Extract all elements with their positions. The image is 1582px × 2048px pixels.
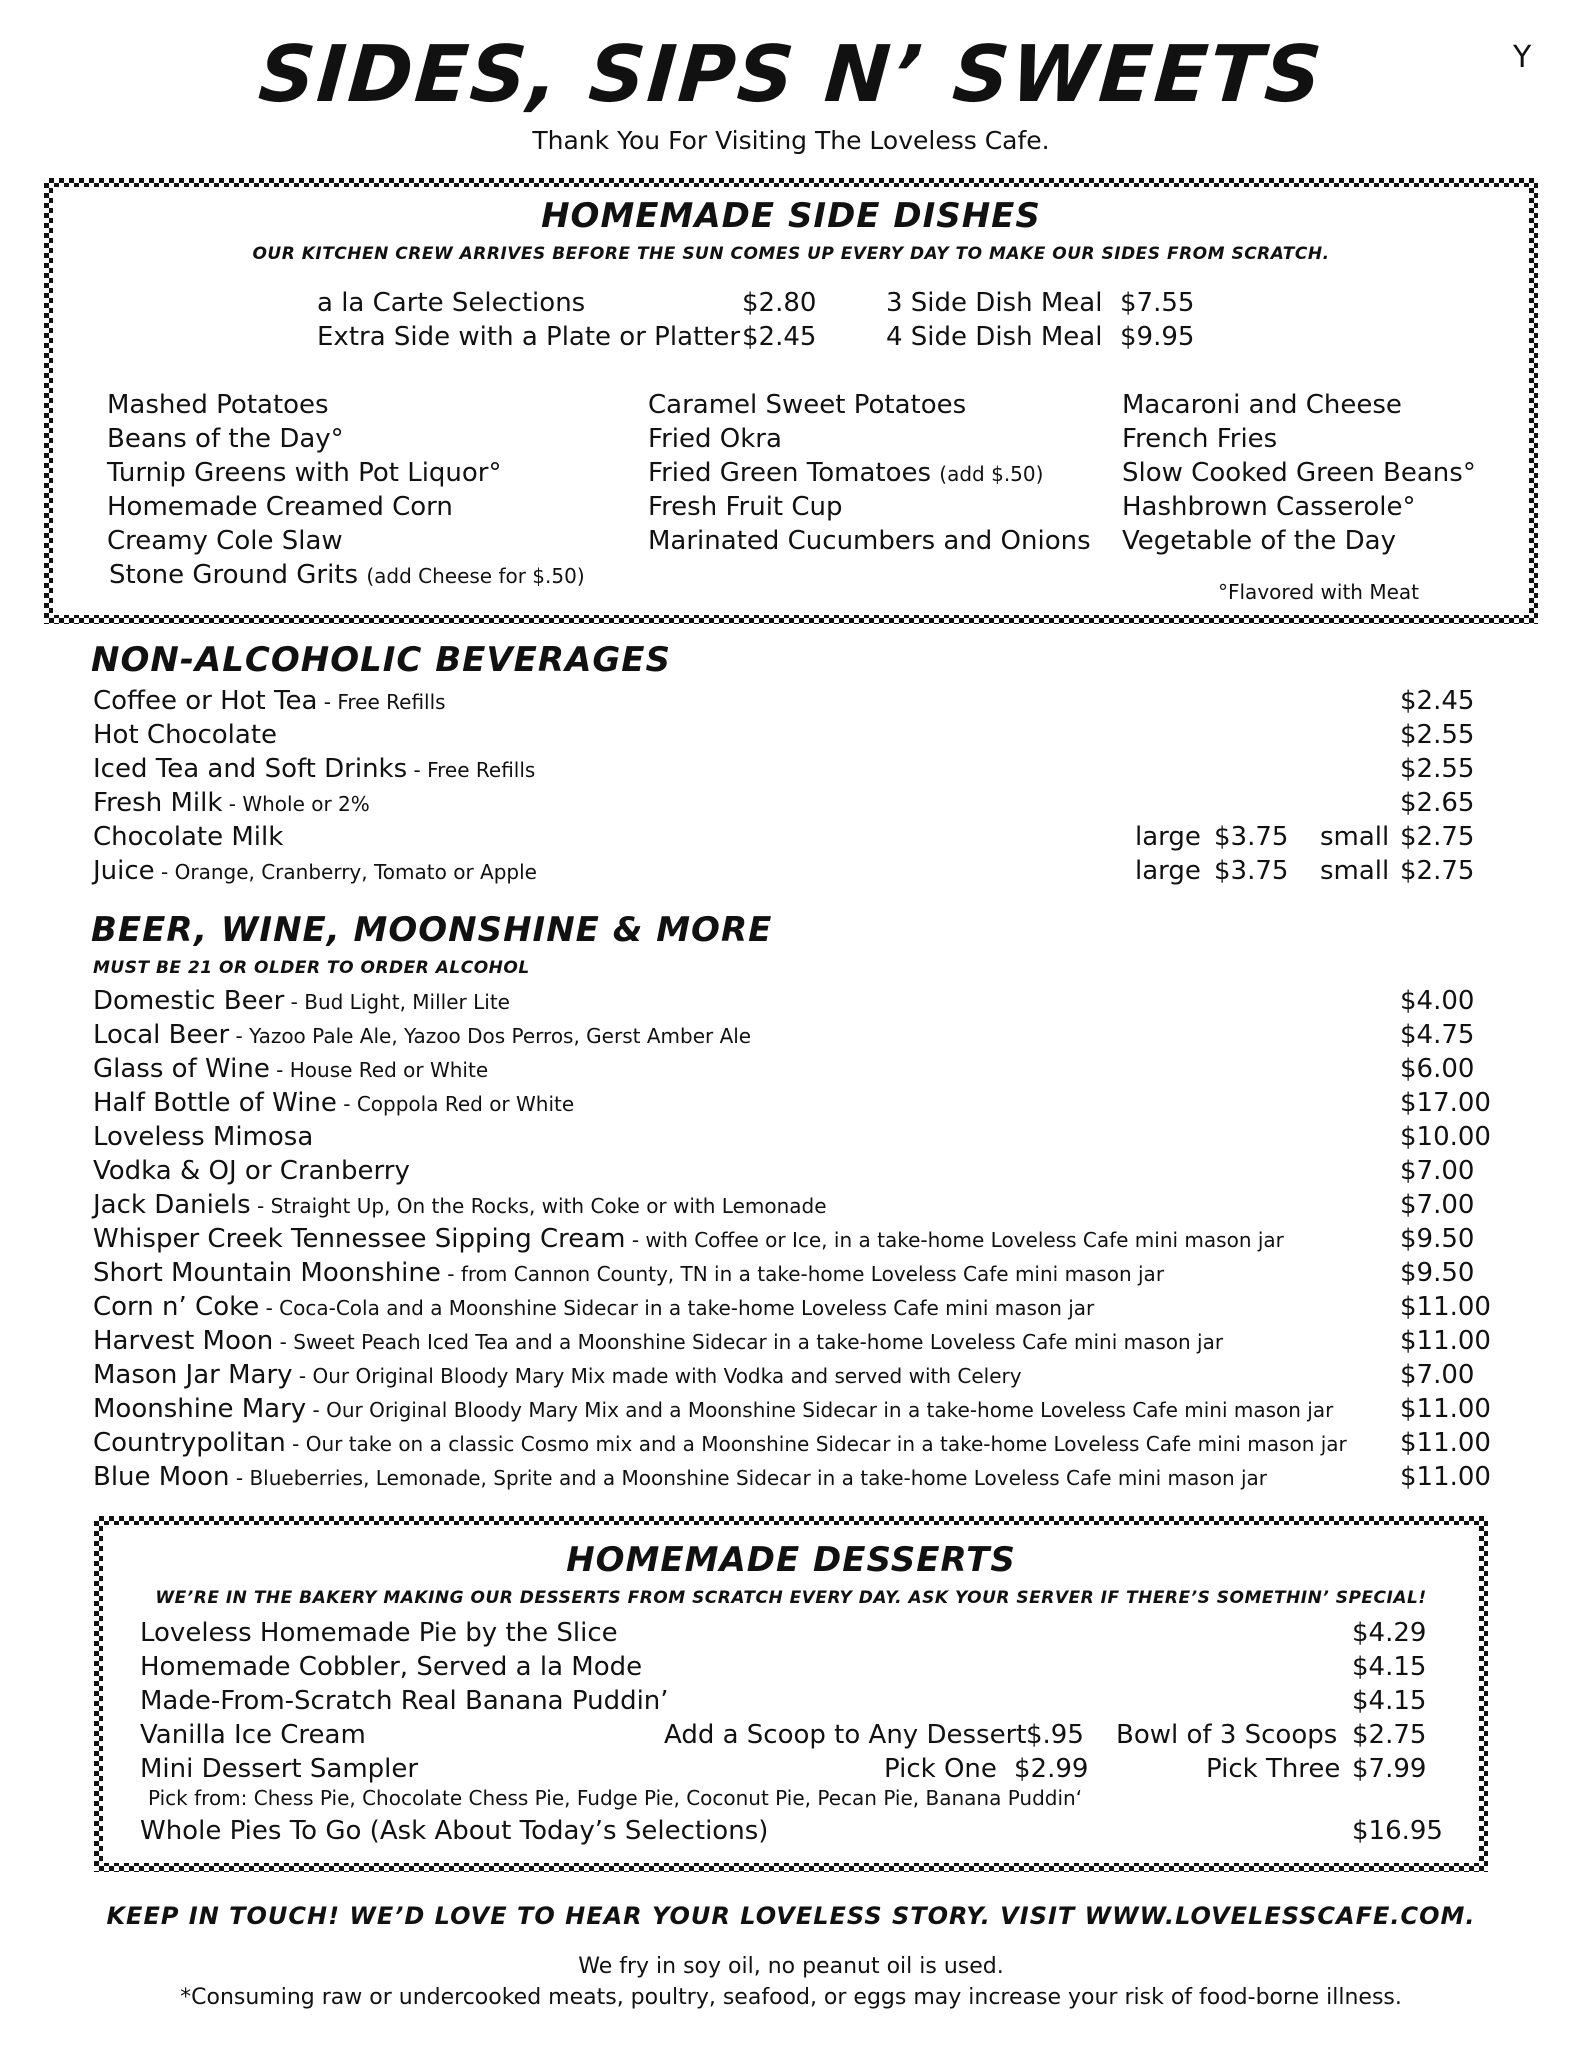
menu-row: Corn n’ Coke - Coca-Cola and a Moonshine Sidecar in a take-home Loveless Cafe mini mason jar $11.00 <box>93 1292 1491 1322</box>
dessert-pick-three-label: Pick Three <box>1206 1754 1341 1784</box>
menu-row: Half Bottle of Wine - Coppola Red or White $17.00 <box>93 1088 1491 1118</box>
side-item: Stone Ground Grits (add Cheese for $.50) <box>109 560 585 590</box>
side-item: Beans of the Day° <box>107 424 344 454</box>
corner-mark: Y <box>1513 40 1532 75</box>
menu-row: Countrypolitan - Our take on a classic Cosmo mix and a Moonshine Sidecar in a take-home Loveless Cafe mini mason jar $11.00 <box>93 1428 1491 1458</box>
dessert-pie-price: $4.29 <box>1352 1618 1427 1648</box>
side-item: Macaroni and Cheese <box>1122 390 1402 420</box>
side-item: Creamy Cole Slaw <box>107 526 343 556</box>
side-item: Hashbrown Casserole° <box>1122 492 1416 522</box>
side-item: Caramel Sweet Potatoes <box>648 390 967 420</box>
alc-subtitle: MUST BE 21 OR OLDER TO ORDER ALCOHOL <box>93 958 530 978</box>
dessert-bowl-label: Bowl of 3 Scoops <box>1116 1720 1338 1750</box>
pricing-3side-label: 3 Side Dish Meal <box>886 288 1103 318</box>
pricing-extra-price: $2.45 <box>742 322 817 352</box>
side-item: Vegetable of the Day <box>1122 526 1396 556</box>
menu-row: Jack Daniels - Straight Up, On the Rocks, with Coke or with Lemonade $7.00 <box>93 1190 1475 1220</box>
dessert-icecream: Vanilla Ice Cream <box>140 1720 366 1750</box>
menu-row: Chocolate Milk large $3.75 small $2.75 <box>93 822 1475 852</box>
dessert-whole-pies: Whole Pies To Go (Ask About Today’s Selections) <box>140 1816 769 1846</box>
menu-row: Iced Tea and Soft Drinks - Free Refills $2.55 <box>93 754 1475 784</box>
pricing-4side-label: 4 Side Dish Meal <box>886 322 1103 352</box>
side-item: French Fries <box>1122 424 1278 454</box>
side-item: Mashed Potatoes <box>107 390 329 420</box>
dessert-whole-pies-price: $16.95 <box>1352 1816 1443 1846</box>
dessert-pick-from: Pick from: Chess Pie, Chocolate Chess Pie, Fudge Pie, Coconut Pie, Pecan Pie, Banana Puddin‘ <box>148 1786 1083 1810</box>
side-item: Fried Okra <box>648 424 782 454</box>
dessert-pick-one-price: $2.99 <box>1014 1754 1089 1784</box>
dessert-pudding: Made-From-Scratch Real Banana Puddin’ <box>140 1686 669 1716</box>
keep-in-touch: KEEP IN TOUCH! WE’D LOVE TO HEAR YOUR LOVELESS STORY. VISIT WWW.LOVELESSCAFE.COM. <box>106 1902 1476 1930</box>
nonalc-title: NON-ALCOHOLIC BEVERAGES <box>91 640 672 680</box>
menu-row: Vodka & OJ or Cranberry $7.00 <box>93 1156 1475 1186</box>
sides-footnote: °Flavored with Meat <box>1218 580 1419 604</box>
side-item: Fried Green Tomatoes (add $.50) <box>648 458 1044 488</box>
menu-row: Hot Chocolate $2.55 <box>93 720 1475 750</box>
sides-subtitle: OUR KITCHEN CREW ARRIVES BEFORE THE SUN COMES UP EVERY DAY TO MAKE OUR SIDES FROM SCRATCH. <box>252 244 1330 264</box>
dessert-pick-three-price: $7.99 <box>1352 1754 1427 1784</box>
menu-row: Moonshine Mary - Our Original Bloody Mary Mix and a Moonshine Sidecar in a take-home Loveless Cafe mini mason jar $11.00 <box>93 1394 1491 1424</box>
menu-row: Short Mountain Moonshine - from Cannon County, TN in a take-home Loveless Cafe mini mason jar $9.50 <box>93 1258 1475 1288</box>
menu-row: Blue Moon - Blueberries, Lemonade, Sprite and a Moonshine Sidecar in a take-home Loveless Cafe mini mason jar $11.00 <box>93 1462 1491 1492</box>
desserts-title: HOMEMADE DESSERTS <box>566 1540 1016 1580</box>
dessert-scoop-label: Add a Scoop to Any Dessert <box>664 1720 1027 1750</box>
side-item: Turnip Greens with Pot Liquor° <box>107 458 502 488</box>
menu-row: Fresh Milk - Whole or 2% $2.65 <box>93 788 1475 818</box>
alc-title: BEER, WINE, MOONSHINE & MORE <box>91 910 773 950</box>
dessert-bowl-price: $2.75 <box>1352 1720 1427 1750</box>
dessert-scoop-price: $.95 <box>1026 1720 1084 1750</box>
dessert-cobbler-price: $4.15 <box>1352 1652 1427 1682</box>
menu-row: Loveless Mimosa $10.00 <box>93 1122 1491 1152</box>
dessert-pudding-price: $4.15 <box>1352 1686 1427 1716</box>
menu-row: Juice - Orange, Cranberry, Tomato or Apple large $3.75 small $2.75 <box>93 856 1475 886</box>
desserts-subtitle: WE’RE IN THE BAKERY MAKING OUR DESSERTS FROM SCRATCH EVERY DAY. ASK YOUR SERVER IF THERE’S SOMETHIN’ SPECIAL! <box>155 1588 1427 1608</box>
pricing-3side-price: $7.55 <box>1120 288 1195 318</box>
oil-note: We fry in soy oil, no peanut oil is used. <box>578 1954 1004 1979</box>
sides-title: HOMEMADE SIDE DISHES <box>541 196 1041 236</box>
menu-row: Whisper Creek Tennessee Sipping Cream - with Coffee or Ice, in a take-home Loveless Cafe mini mason jar $9.50 <box>93 1224 1475 1254</box>
pricing-alacarte-price: $2.80 <box>742 288 817 318</box>
pricing-extra-label: Extra Side with a Plate or Platter <box>317 322 741 352</box>
side-item: Marinated Cucumbers and Onions <box>648 526 1091 556</box>
menu-row: Glass of Wine - House Red or White $6.00 <box>93 1054 1475 1084</box>
menu-row: Mason Jar Mary - Our Original Bloody Mary Mix made with Vodka and served with Celery $7.00 <box>93 1360 1475 1390</box>
side-item: Homemade Creamed Corn <box>107 492 453 522</box>
pricing-alacarte-label: a la Carte Selections <box>317 288 586 318</box>
dessert-cobbler: Homemade Cobbler, Served a la Mode <box>140 1652 643 1682</box>
dessert-pick-one-label: Pick One <box>884 1754 997 1784</box>
menu-row: Local Beer - Yazoo Pale Ale, Yazoo Dos Perros, Gerst Amber Ale $4.75 <box>93 1020 1475 1050</box>
side-item: Fresh Fruit Cup <box>648 492 843 522</box>
dessert-pie: Loveless Homemade Pie by the Slice <box>140 1618 618 1648</box>
pricing-4side-price: $9.95 <box>1120 322 1195 352</box>
food-warning: *Consuming raw or undercooked meats, poultry, seafood, or eggs may increase your risk of food-borne illness. <box>180 1985 1402 2010</box>
menu-row: Harvest Moon - Sweet Peach Iced Tea and a Moonshine Sidecar in a take-home Loveless Cafe mini mason jar $11.00 <box>93 1326 1491 1356</box>
side-item: Slow Cooked Green Beans° <box>1122 458 1476 488</box>
tagline: Thank You For Visiting The Loveless Cafe. <box>532 126 1050 155</box>
menu-row: Coffee or Hot Tea - Free Refills $2.45 <box>93 686 1475 716</box>
dessert-sampler: Mini Dessert Sampler <box>140 1754 419 1784</box>
page-title: SIDES, SIPS N’ SWEETS <box>255 30 1327 120</box>
menu-row: Domestic Beer - Bud Light, Miller Lite $4.00 <box>93 986 1475 1016</box>
